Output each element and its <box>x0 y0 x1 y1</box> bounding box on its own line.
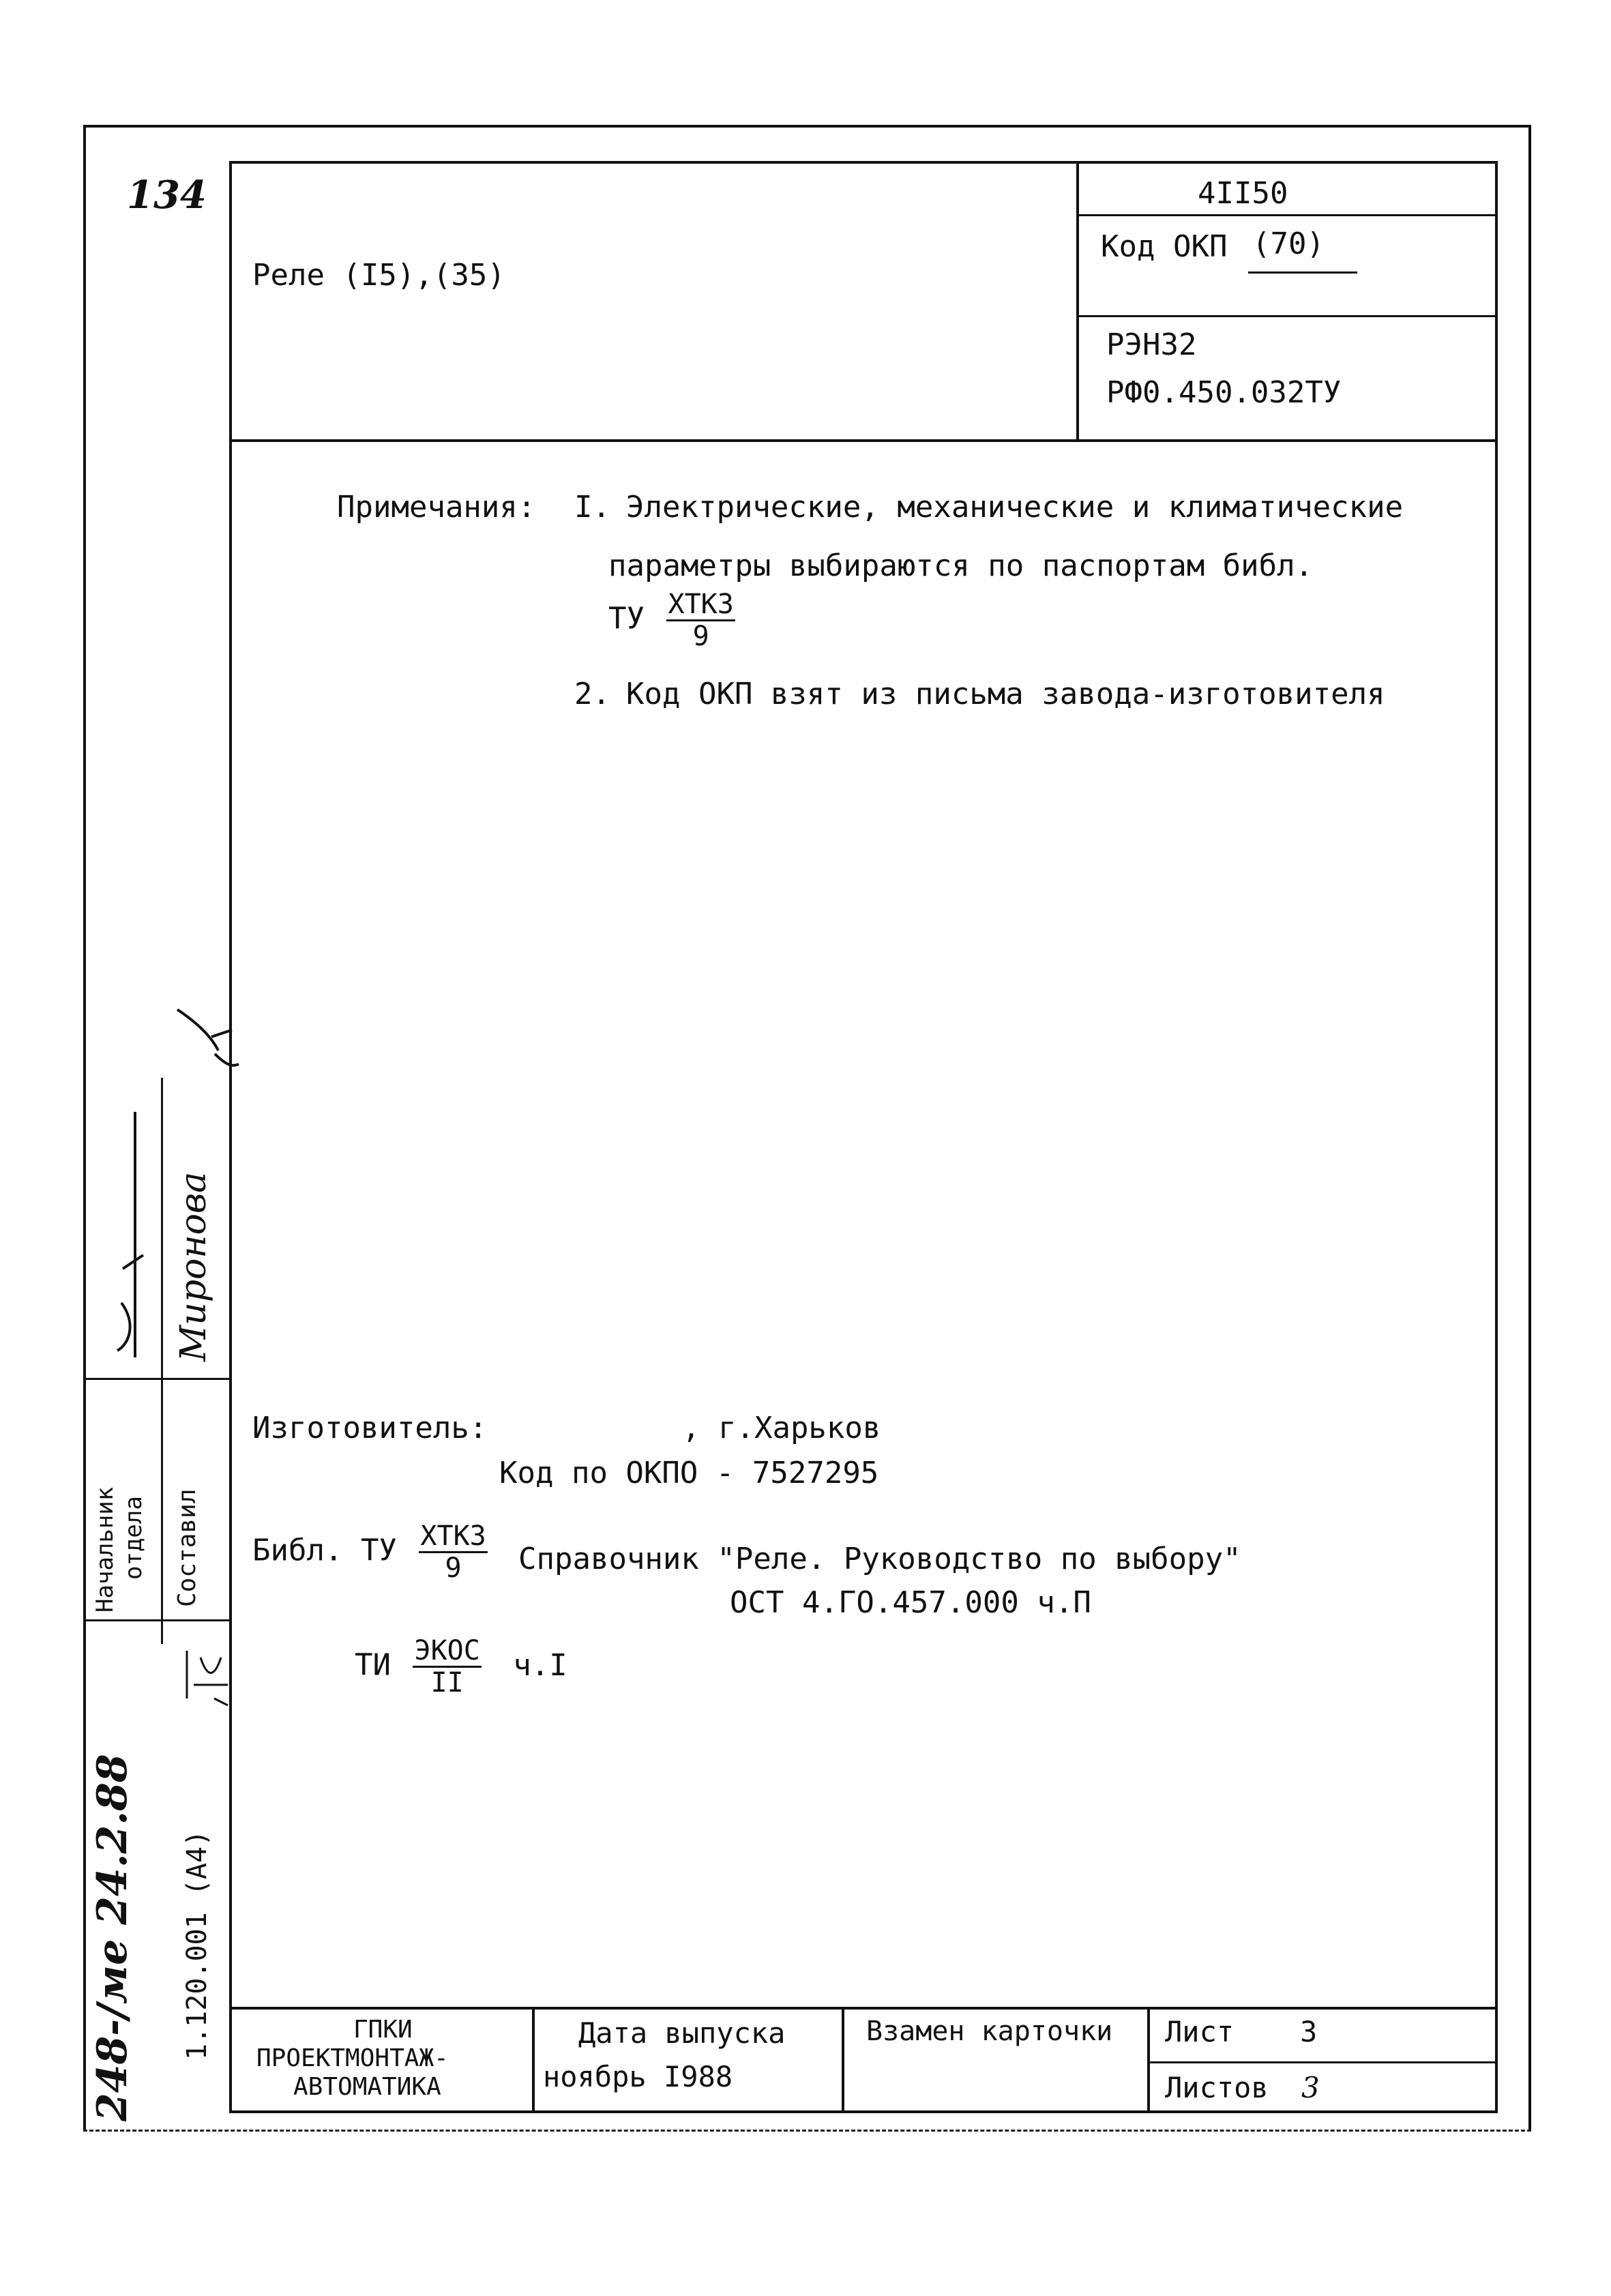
frame-top-line <box>83 125 1531 128</box>
header-model: РЭН32 <box>1106 327 1197 362</box>
main-box-top <box>229 161 1498 164</box>
page-number-handwritten: 134 <box>127 173 207 218</box>
note-1-tu-reference <box>608 591 739 650</box>
header-code-underline <box>1076 214 1498 216</box>
main-box-left <box>229 161 232 2113</box>
footer-divider-2 <box>842 2007 844 2112</box>
library-ti-fraction <box>413 1637 481 1696</box>
frame-right-line <box>1528 125 1531 2130</box>
footer-org-line-1: ГПКИ <box>353 2016 413 2044</box>
approval-mark-image <box>171 1003 246 1078</box>
sidebar-label-bottom <box>85 1619 231 1621</box>
library-tu <box>252 1522 492 1582</box>
manufacturer-label: Изготовитель: <box>252 1411 488 1445</box>
footer-sheet-separator <box>1147 2061 1498 2063</box>
library-ti-prefix: ТИ <box>355 1647 391 1683</box>
footer-top-line <box>229 2007 1498 2010</box>
footer-sheets-value: 3 <box>1301 2071 1320 2104</box>
note-1-number: I. <box>574 490 610 525</box>
note-1-tu-denominator: 9 <box>692 621 709 652</box>
head-signature-image <box>102 1098 164 1371</box>
footer-sheets-label: Листов <box>1165 2071 1269 2104</box>
header-spec: РФ0.450.032ТУ <box>1106 375 1342 410</box>
footer-org-line-2: ПРОЕКТМОНТАЖ- <box>256 2044 449 2072</box>
footer-sheet-value: 3 <box>1300 2015 1318 2048</box>
sidebar-signature-divider <box>85 1378 231 1380</box>
footer-sheet-label: Лист <box>1165 2015 1235 2048</box>
okp-label: Код ОКП <box>1101 229 1228 264</box>
footer-release-label: Дата выпуска <box>578 2016 786 2050</box>
sidebar-head-label-line-1: Начальник <box>91 1486 119 1613</box>
header-bottom-line <box>229 439 1498 442</box>
sidebar-archive-handwritten: 248-/ме 24.2.88 <box>89 1754 136 2121</box>
frame-bottom-dashed-line <box>83 2130 1531 2132</box>
note-1-tu-numerator: ХТКЗ <box>668 589 734 620</box>
library-ti-denominator: II <box>430 1667 464 1698</box>
footer-replaces-label: Взамен карточки <box>866 2016 1113 2047</box>
library-reference-line-2: ОСТ 4.ГО.457.000 ч.П <box>730 1585 1091 1620</box>
compiler-initials-image <box>180 1637 235 1712</box>
library-tu-numerator: ХТКЗ <box>420 1520 486 1552</box>
note-1-tu-fraction <box>666 591 735 650</box>
note-1-line-1: Электрические, механические и климатические <box>626 490 1404 525</box>
note-2-number: 2. <box>574 677 610 711</box>
footer-release-date: ноябрь I988 <box>543 2060 733 2093</box>
frame-left-line <box>83 125 86 2130</box>
main-box-bottom <box>229 2110 1498 2113</box>
note-1-line-2: параметры выбираются по паспортам библ. <box>608 548 1314 583</box>
notes-label: Примечания: <box>337 490 536 525</box>
header-code-number: 4II50 <box>1198 176 1288 211</box>
footer-org-line-3: АВТОМАТИКА <box>293 2073 441 2101</box>
sidebar-head-label-line-2: отдела <box>120 1496 147 1580</box>
main-box-right <box>1495 161 1498 2113</box>
header-title: Реле (I5),(35) <box>252 258 505 293</box>
header-okp-bottom-line <box>1076 315 1498 317</box>
library-ti <box>355 1637 567 1696</box>
footer-divider-1 <box>532 2007 535 2112</box>
sidebar-compiled-name-handwritten: Миронова <box>173 1171 214 1362</box>
header-divider-vertical <box>1076 161 1079 441</box>
library-tu-denominator: 9 <box>445 1552 462 1584</box>
note-1-tu-prefix: ТУ <box>608 601 645 636</box>
sidebar-compiled-label: Составил <box>173 1488 201 1607</box>
library-tu-fraction <box>419 1522 487 1582</box>
sidebar-form-code: 1.120.001 (А4) <box>181 1829 213 2060</box>
footer-divider-3 <box>1147 2007 1150 2112</box>
library-ti-numerator: ЭКОС <box>414 1635 480 1666</box>
okp-value: (70) <box>1252 226 1325 261</box>
library-prefix: Библ. ТУ <box>252 1533 397 1568</box>
okp-value-underline <box>1248 271 1357 274</box>
library-reference-line-1: Справочник "Реле. Руководство по выбору" <box>518 1542 1241 1576</box>
note-2-text: Код ОКП взят из письма завода-изготовителя <box>626 677 1385 711</box>
library-ti-suffix: ч.I <box>513 1647 567 1683</box>
manufacturer-city: , г.Харьков <box>682 1411 881 1445</box>
manufacturer-okpo: Код по ОКПО - 7527295 <box>499 1456 879 1490</box>
